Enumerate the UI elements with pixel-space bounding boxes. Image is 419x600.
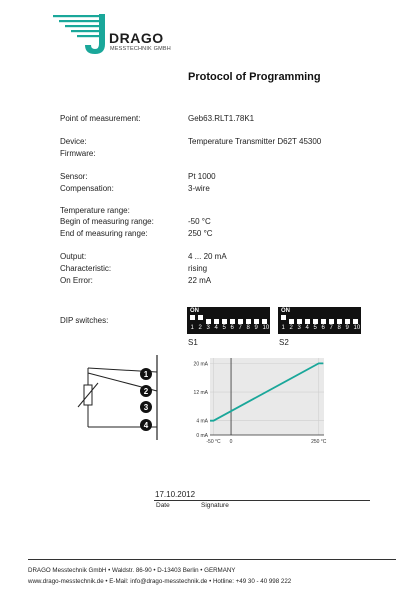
terminal-number: 4 — [143, 421, 149, 430]
dip-number: 3 — [297, 325, 301, 331]
dip-number: 9 — [345, 325, 349, 331]
field-value: rising — [188, 264, 208, 273]
field-label: Firmware: — [60, 149, 96, 158]
field-label: On Error: — [60, 276, 93, 285]
field-label: DIP switches: — [60, 316, 109, 325]
brand-subtitle: MESSTECHNIK GMBH — [110, 46, 171, 52]
dip-number: 2 — [198, 325, 202, 331]
footer-divider — [28, 559, 396, 560]
field-value: Pt 1000 — [188, 172, 216, 181]
dip-number: 2 — [289, 325, 293, 331]
dip-switch-s2 — [278, 307, 361, 334]
field-value: 4 ... 20 mA — [188, 252, 227, 261]
dip-s2-label: S2 — [279, 338, 289, 347]
dip-number: 6 — [230, 325, 234, 331]
dip-number: 3 — [206, 325, 210, 331]
dip-toggle — [198, 315, 203, 320]
dip-number: 1 — [190, 325, 194, 331]
field-label: Compensation: — [60, 184, 114, 193]
dip-toggle — [238, 319, 243, 324]
field-label: Device: — [60, 137, 87, 146]
field-label: Characteristic: — [60, 264, 112, 273]
chart-x-tick-label: 0 — [229, 439, 233, 445]
chart-y-tick-label: 20 mA — [193, 361, 208, 368]
field-value: 250 °C — [188, 229, 213, 238]
dip-number: 9 — [254, 325, 258, 331]
wiring-diagram — [60, 355, 170, 440]
footer-contact: www.drago-messtechnik.de • E-Mail: info@drago-messtechnik.de • Hotline: +49 30 - 40 998 222 — [28, 578, 292, 585]
chart-y-tick-label: 4 mA — [196, 418, 208, 425]
output-characteristic-chart — [188, 355, 328, 460]
dip-number: 7 — [329, 325, 333, 331]
field-value: 22 mA — [188, 276, 212, 285]
dip-number: 6 — [321, 325, 325, 331]
dip-on-label: ON — [190, 308, 199, 314]
terminal-number: 3 — [143, 403, 149, 412]
dip-toggle — [345, 319, 350, 324]
dip-toggle — [281, 315, 286, 320]
dip-number: 10 — [353, 325, 361, 331]
dip-number: 10 — [262, 325, 270, 331]
signature-label: Signature — [201, 502, 229, 509]
terminal-number: 2 — [143, 387, 149, 396]
field-label: Temperature range: — [60, 206, 130, 215]
dip-toggle — [305, 319, 310, 324]
dip-toggle — [337, 319, 342, 324]
dip-toggle — [321, 319, 326, 324]
field-label: Begin of measuring range: — [60, 217, 154, 226]
dip-switch-s1 — [187, 307, 270, 334]
field-label: Output: — [60, 252, 87, 261]
footer-address: DRAGO Messtechnik GmbH • Waldstr. 86-90 • D-13403 Berlin • GERMANY — [28, 567, 236, 574]
dip-on-label: ON — [281, 308, 290, 314]
chart-y-tick-label: 12 mA — [193, 390, 208, 397]
dip-s1-label: S1 — [188, 338, 198, 347]
field-value: -50 °C — [188, 217, 211, 226]
dip-number: 8 — [337, 325, 341, 331]
dip-toggle — [246, 319, 251, 324]
logo — [53, 12, 173, 56]
dip-toggle — [289, 319, 294, 324]
field-label: End of measuring range: — [60, 229, 148, 238]
field-label: Point of measurement: — [60, 114, 141, 123]
field-value: 3-wire — [188, 184, 210, 193]
field-label: Sensor: — [60, 172, 88, 181]
signature-date-value: 17.10.2012 — [155, 490, 196, 499]
dip-number: 8 — [246, 325, 250, 331]
page-title: Protocol of Programming — [188, 71, 321, 83]
dip-toggle — [206, 319, 211, 324]
signature-line — [154, 500, 370, 501]
dip-toggle — [214, 319, 219, 324]
date-label: Date — [156, 502, 170, 509]
dip-toggle — [230, 319, 235, 324]
dip-toggle — [329, 319, 334, 324]
chart-x-tick-label: -50 °C — [206, 439, 221, 445]
dip-number: 4 — [214, 325, 218, 331]
field-value: Temperature Transmitter D62T 45300 — [188, 137, 322, 146]
dip-number: 5 — [313, 325, 317, 331]
dip-toggle — [313, 319, 318, 324]
chart-y-tick-label: 0 mA — [196, 433, 208, 439]
dip-toggle — [297, 319, 302, 324]
dip-toggle — [190, 315, 195, 320]
dip-number: 5 — [222, 325, 226, 331]
terminal-number: 1 — [143, 370, 149, 379]
dip-toggle — [222, 319, 227, 324]
dip-number: 7 — [238, 325, 242, 331]
chart-x-tick-label: 250 °C — [311, 439, 327, 445]
dip-toggle — [353, 319, 358, 324]
dip-toggle — [254, 319, 259, 324]
brand-name: DRAGO — [109, 30, 164, 46]
dip-number: 1 — [281, 325, 285, 331]
field-value: Geb63.RLT1.78K1 — [188, 114, 255, 123]
dip-number: 4 — [305, 325, 309, 331]
dip-toggle — [262, 319, 267, 324]
